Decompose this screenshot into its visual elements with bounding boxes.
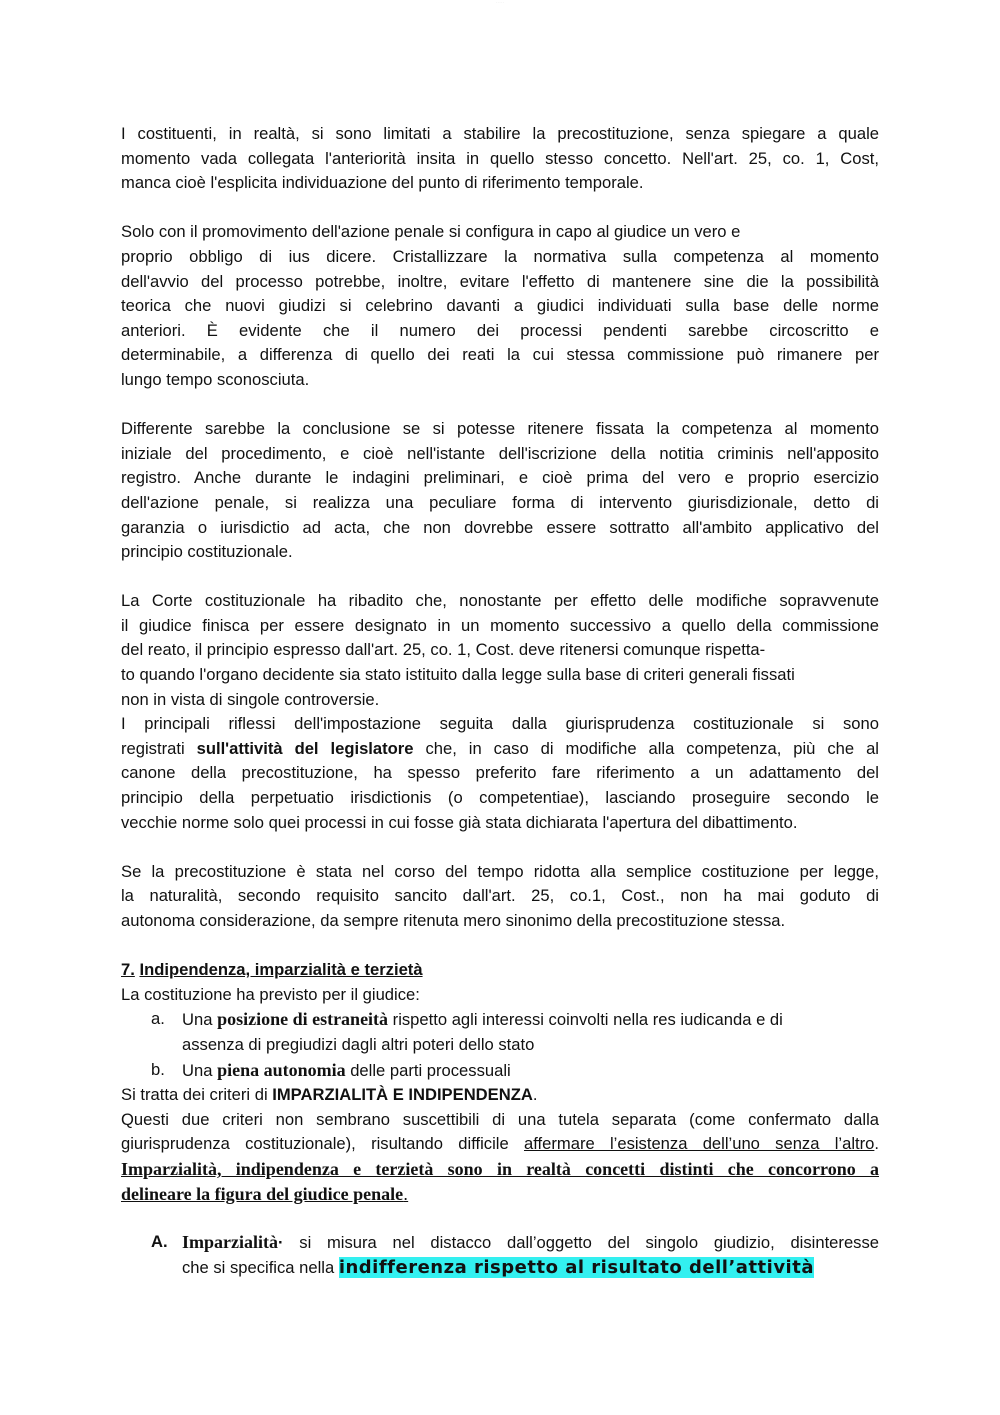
text-run: Si tratta dei criteri di	[121, 1085, 273, 1105]
section-heading	[121, 958, 879, 983]
paragraph-criteria	[121, 1108, 879, 1157]
text-run: registrati	[121, 738, 197, 758]
text-line: garanzia o iurisdictio ad acta, che non dovrebbe essere sottratto all'ambito applicativo del	[121, 517, 879, 537]
text-line: I costituenti, in realtà, si sono limitati a stabilire la precostituzione, senza spiegare a quale	[121, 124, 879, 143]
text-line: momento vada collegata l'anteriorità insita in quello stesso concetto. Nell'art. 25, co. 1, Cost,	[121, 148, 879, 168]
text-run: .	[874, 1134, 880, 1154]
list-marker: A.	[151, 1232, 168, 1252]
section-number: 7.	[121, 960, 135, 980]
text-run: che, in caso di modifiche alla competenza, più che al	[413, 738, 879, 758]
paragraph-1	[121, 122, 879, 196]
text-line: determinabile, a differenza di quello dei reati la cui stessa commissione può rimanere per	[121, 345, 879, 365]
text-line: non in vista di singole controversie.	[121, 689, 380, 709]
text-line	[121, 1132, 879, 1157]
bold-text: posizione di estraneità	[217, 1009, 389, 1030]
text-line	[121, 737, 879, 762]
section-intro: La costituzione ha previsto per il giudice:	[121, 984, 420, 1004]
paragraph-2	[121, 220, 879, 392]
text-line: manca cioè l'esplicita individuazione del punto di riferimento temporale.	[121, 173, 644, 193]
text-line: to quando l'organo decidente sia stato istituito dalla legge sulla base di criteri generali fissati	[121, 665, 795, 685]
paragraph-4	[121, 589, 879, 712]
text-line: Solo con il promovimento dell'azione penale si configura in capo al giudice un vero e	[121, 222, 741, 242]
highlighted-text: indifferenza rispetto al risultato dell’attività	[338, 1256, 814, 1278]
text-line: principio della perpetuatio irisdictionis (o competentiae), lasciando proseguire secondo le	[121, 788, 879, 808]
text-line: principio costituzionale.	[121, 542, 293, 562]
text-line	[121, 1182, 879, 1207]
emphasis-paragraph	[121, 1157, 879, 1206]
text-run: .	[403, 1183, 409, 1204]
text-run: si misura nel distacco dall’oggetto del singolo giudizio, disinteresse	[283, 1233, 879, 1253]
criteria-line	[121, 1083, 879, 1108]
text-line: iniziale del procedimento, e cioè nell'istante dell'iscrizione della notitia criminis nell'apposito	[121, 443, 879, 463]
text-line: il giudice finisca per essere designato in un momento successivo a quello della commissione	[121, 615, 879, 635]
item-title: Imparzialità	[182, 1232, 278, 1253]
item-a	[121, 1230, 879, 1280]
text-run: delineare la figura del giudice penale	[121, 1183, 404, 1204]
paragraph-3	[121, 417, 879, 565]
text-line: I principali riflessi dell'impostazione seguita dalla giurisprudenza costituzionale si sono	[121, 714, 879, 734]
text-run: delle parti processuali	[345, 1060, 511, 1080]
header-mark: · · · · ·	[495, 0, 505, 4]
bold-text: piena autonomia	[217, 1059, 346, 1080]
text-line: Imparzialità, indipendenza e terzietà sono in realtà concetti distinti che concorrono a	[121, 1158, 879, 1179]
text-line: proprio obbligo di ius dicere. Cristallizzare la normativa sulla competenza al momento	[121, 246, 879, 266]
text-run: Una	[182, 1010, 218, 1030]
text-line	[182, 1256, 879, 1281]
text-line: autonoma considerazione, da sempre ritenuta mero sinonimo della precostituzione stessa.	[121, 911, 786, 930]
text-line: canone della precostituzione, ha spesso preferito fare riferimento a un adattamento del	[121, 763, 879, 783]
text-line: dell'avvio del processo potrebbe, inoltre, evitare l'effetto di mantenere sine die la possibilità	[121, 271, 879, 291]
text-line: Differente sarebbe la conclusione se si potesse ritenere fissata la competenza al momento	[121, 419, 879, 439]
document-body	[121, 122, 879, 1280]
bold-text: sull'attività del legislatore	[196, 738, 414, 758]
underlined-text: affermare l’esistenza dell’uno senza l’altro	[523, 1134, 875, 1154]
text-run: Una	[182, 1060, 218, 1080]
text-line: teorica che nuovi giudizi si celebrino davanti a giudici individuati sulla base delle norme	[121, 296, 879, 316]
text-line: del reato, il principio espresso dall'art. 25, co. 1, Cost. deve ritenersi comunque rispetta-	[121, 640, 766, 660]
text-line: la naturalità, secondo requisito sancito dall'art. 25, co.1, Cost., non ha mai goduto di	[121, 886, 879, 906]
criteria-list	[121, 1007, 879, 1083]
text-run: assenza di pregiudizi dagli altri poteri dello stato	[182, 1034, 535, 1054]
text-line: anteriori. È evidente che il numero dei processi pendenti sarebbe circoscritto e	[121, 320, 879, 340]
text-line: La Corte costituzionale ha ribadito che, nonostante per effetto delle modifiche sopravvenute	[121, 591, 879, 611]
bold-text: IMPARZIALITÀ E INDIPENDENZA	[272, 1085, 533, 1105]
text-line	[182, 1230, 879, 1256]
text-line: lungo tempo sconosciuta.	[121, 369, 310, 389]
text-line: Questi due criteri non sembrano suscettibili di una tutela separata (come confermato dalla	[121, 1109, 879, 1129]
section-title: Indipendenza, imparzialità e terzietà	[139, 960, 423, 980]
bullet-icon: ·	[278, 1233, 284, 1253]
text-run: rispetto agli interessi coinvolti nella res iudicanda e di	[388, 1010, 783, 1030]
text-line: vecchie norme solo quei processi in cui fosse già stata dichiarata l'apertura del dibattimento.	[121, 812, 798, 832]
list-item	[121, 1007, 879, 1057]
paragraph-6	[121, 860, 879, 934]
list-marker: b.	[151, 1059, 165, 1079]
text-line: Se la precostituzione è stata nel corso del tempo ridotta alla semplice costituzione per legge,	[121, 861, 879, 881]
text-line: registro. Anche durante le indagini preliminari, e cioè prima del vero e proprio esercizio	[121, 468, 879, 488]
text-run: che si specifica nella	[182, 1257, 339, 1277]
text-run: .	[532, 1085, 538, 1105]
list-item	[121, 1058, 879, 1084]
text-line: dell'azione penale, si realizza una peculiare forma di intervento giurisdizionale, detto di	[121, 492, 879, 512]
paragraph-5	[121, 712, 879, 835]
list-marker: a.	[151, 1009, 165, 1029]
text-run: giurisprudenza costituzionale), risultando difficile	[121, 1134, 524, 1154]
